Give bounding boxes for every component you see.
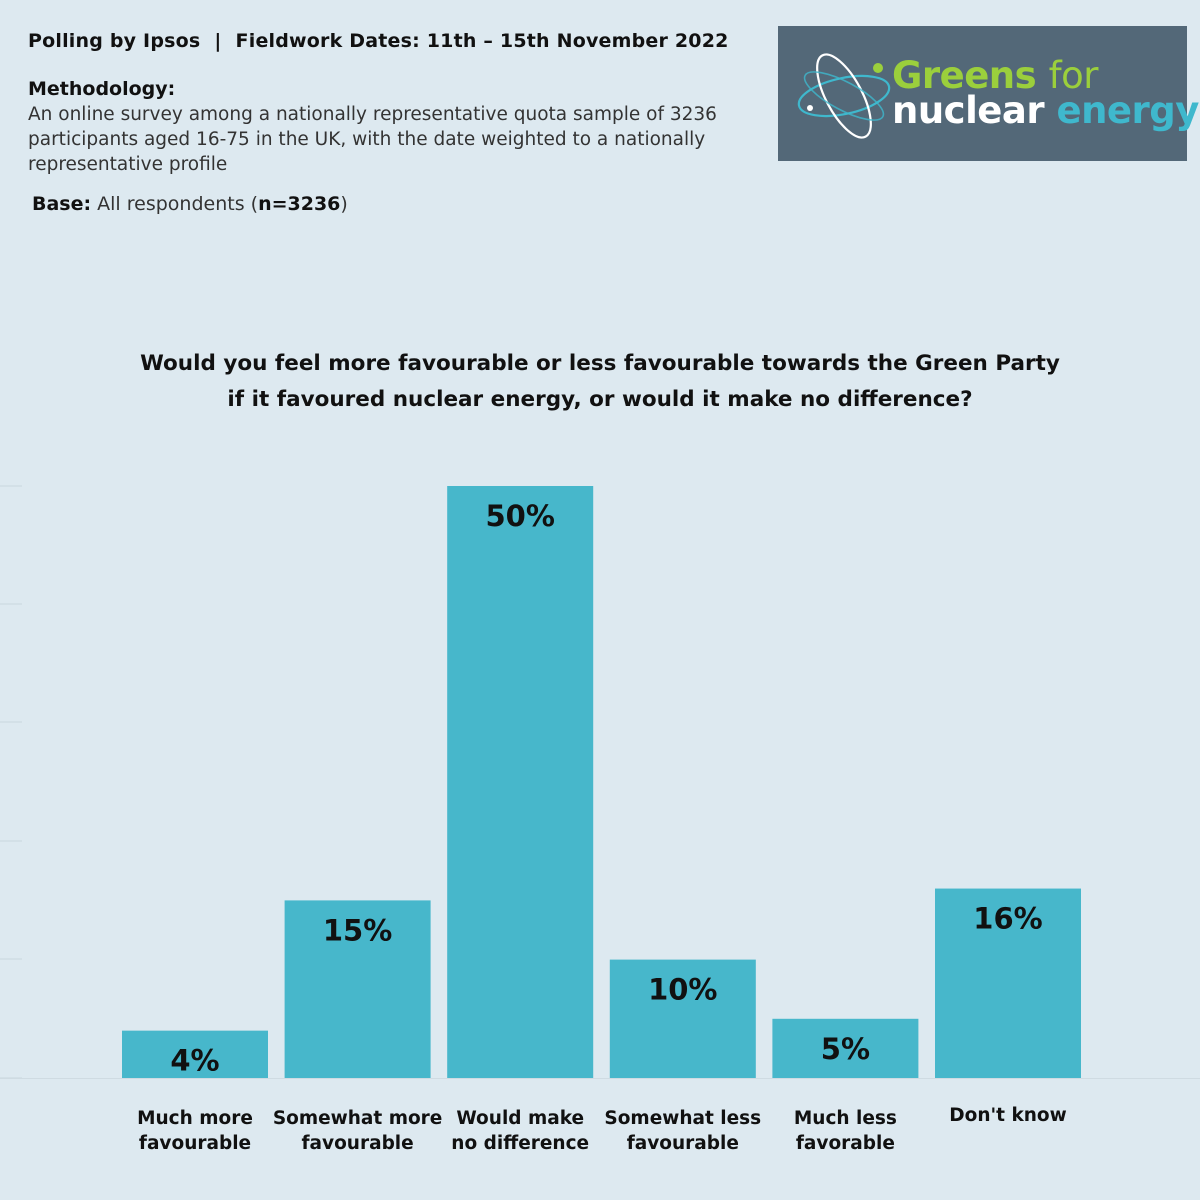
bar-value-label: 4% xyxy=(170,1043,220,1078)
category-label: no difference xyxy=(451,1133,590,1154)
category-label: Somewhat less xyxy=(604,1108,762,1129)
category-label: Don't know xyxy=(949,1105,1067,1126)
bar-group xyxy=(122,1031,268,1154)
base-label: Base: xyxy=(32,193,92,215)
logo-word-greens: Greens xyxy=(892,54,1037,97)
logo-word-energy: energy xyxy=(1056,89,1199,132)
base-close: ) xyxy=(340,193,348,215)
category-label: favourable xyxy=(301,1133,414,1154)
category-label: Would make xyxy=(456,1108,585,1129)
category-label: Somewhat more xyxy=(272,1108,443,1129)
category-label: Much more xyxy=(137,1108,253,1129)
methodology-text: An online survey among a nationally representative quota sample of 3236 participants aged 16-75 in the UK, with the date weighted to a nationally representative profile xyxy=(28,104,717,175)
base-n: n=3236 xyxy=(258,193,341,215)
question-line-2: if it favoured nuclear energy, or would it make no difference? xyxy=(227,387,973,412)
bar-value-label: 5% xyxy=(820,1031,871,1066)
logo-word-nuclear: nuclear xyxy=(892,89,1045,132)
logo-word-for: for xyxy=(1048,54,1098,97)
polling-source: Polling by Ipsos xyxy=(28,30,201,52)
bar-value-label: 50% xyxy=(485,499,555,533)
bar-value-label: 16% xyxy=(973,901,1043,936)
bar xyxy=(447,486,593,1078)
category-label: favourable xyxy=(138,1133,252,1154)
bar-group xyxy=(447,486,593,1154)
bar-group xyxy=(604,960,761,1154)
header-separator: | xyxy=(214,30,222,52)
base-text: All respondents ( xyxy=(97,193,259,215)
bar-group xyxy=(273,900,443,1154)
category-label: favorable xyxy=(795,1133,895,1154)
category-label: Much less xyxy=(793,1108,897,1129)
methodology-title: Methodology: xyxy=(28,78,176,100)
bar-value-label: 15% xyxy=(322,913,393,948)
bar-value-label: 10% xyxy=(648,972,718,1007)
bar-group xyxy=(935,889,1081,1126)
category-label: favourable xyxy=(626,1133,739,1154)
bar-group xyxy=(772,1019,918,1154)
question-line-1: Would you feel more favourable or less favourable towards the Green Party xyxy=(140,351,1060,376)
fieldwork-dates: Fieldwork Dates: 11th – 15th November 2022 xyxy=(235,30,729,52)
